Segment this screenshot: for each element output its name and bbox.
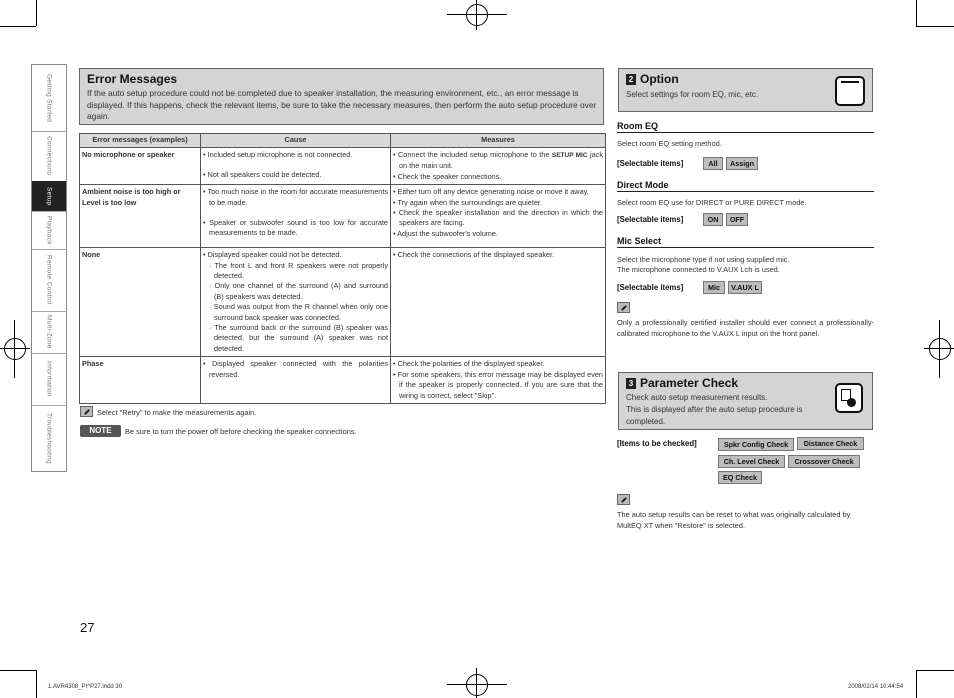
cause-item: • Not all speakers could be detected.	[203, 170, 322, 180]
cause-cell	[201, 185, 391, 248]
crop-mark	[939, 320, 940, 378]
body-text: The microphone connected to V.AUX Lch is used.	[617, 265, 780, 274]
check-chip-eq[interactable]: EQ Check	[718, 471, 762, 484]
crop-mark	[0, 348, 30, 349]
subsection-heading: Direct Mode	[617, 180, 874, 192]
measure-item: • Check the polarities of the displayed speaker.	[393, 359, 545, 369]
tip-text: Only a professionally certified installer should ever connect a professionally-calibrated microphone to the V.AUX L input on the front panel.	[617, 318, 874, 338]
tab-label: Troubleshooting	[45, 412, 53, 464]
cause-subitem: · The front L and front R speakers were not properly detected.	[209, 260, 388, 281]
measures-cell	[391, 185, 606, 248]
tab-setup[interactable]	[32, 181, 66, 212]
section-number: 3	[626, 378, 636, 389]
pencil-note-icon	[80, 406, 93, 417]
check-chip-spkr-config[interactable]: Spkr Config Check	[718, 438, 794, 451]
registration-mark	[929, 338, 951, 360]
pencil-note-icon	[617, 302, 630, 313]
tab-getting-started[interactable]	[32, 65, 66, 132]
crop-mark	[0, 670, 36, 671]
option-chip-all[interactable]: All	[703, 157, 723, 170]
jack-name: SETUP MIC	[551, 152, 588, 159]
section-description: Select settings for room EQ, mic, etc.	[626, 90, 759, 99]
table-row	[80, 357, 606, 404]
crop-mark	[916, 0, 917, 26]
crop-mark	[916, 670, 917, 698]
tab-label: Remote Control	[45, 255, 53, 305]
items-checked-label: [Items to be checked]	[617, 439, 697, 448]
measures-cell	[391, 248, 606, 357]
section-title: Option	[640, 72, 679, 86]
measure-item	[393, 150, 603, 172]
tab-label: Information	[45, 361, 53, 397]
error-message-cell: Phase	[80, 357, 201, 404]
table-row	[80, 248, 606, 357]
measure-item: • For some speakers, this error message may be displayed even if the speaker is properly connected. If you are sure that the wiring is correct, select "Skip".	[393, 369, 603, 400]
crop-mark	[476, 0, 477, 30]
cause-item: • Displayed speaker connected with the polarities reversed.	[203, 359, 388, 379]
parameter-check-icon	[835, 383, 863, 413]
cause-cell	[201, 357, 391, 404]
cause-item: • Included setup microphone is not connected.	[203, 150, 353, 159]
tip-text: Select "Retry" to make the measurements again.	[97, 408, 257, 417]
cause-subitem: · The surround back or the surround (B) speaker was detected, but the surround (A) speaker was not detected.	[209, 323, 388, 353]
crop-mark	[476, 668, 477, 698]
measure-item: • Check the speaker connections.	[393, 171, 502, 181]
crop-mark	[916, 26, 954, 27]
measure-item: • Check the connections of the displayed speaker.	[393, 250, 555, 260]
section-description: This is displayed after the auto setup procedure is completed.	[626, 405, 803, 426]
tip-text: The auto setup results can be reset to what was originally calculated by MultEQ XT when "Restore" is selected.	[617, 510, 851, 530]
option-icon	[835, 76, 865, 106]
tab-label: Multi-Zone	[45, 315, 53, 349]
registration-mark	[466, 4, 488, 26]
body-text: Select the microphone type if not using supplied mic.	[617, 255, 790, 264]
registration-mark	[466, 674, 488, 696]
note-badge: NOTE	[80, 425, 121, 437]
error-messages-box	[79, 68, 604, 125]
crop-mark	[0, 26, 36, 27]
tab-multi-zone[interactable]	[32, 311, 66, 354]
note-text: Be sure to turn the power off before checking the speaker connections.	[125, 427, 357, 436]
cause-subitem: · Only one channel of the surround (A) and surround (B) speakers was detected.	[209, 281, 388, 301]
subsection-heading: Room EQ	[617, 121, 874, 133]
page-number: 27	[80, 620, 95, 635]
crop-mark	[447, 684, 507, 685]
column-header: Error messages (examples)	[80, 134, 201, 148]
side-navigation	[31, 64, 67, 472]
section-title: Parameter Check	[640, 376, 739, 390]
error-message-cell: None	[80, 248, 201, 357]
measure-item: • Either turn off any device generating noise or move it away.	[393, 187, 589, 197]
measures-cell	[391, 357, 606, 404]
option-chip-assign[interactable]: Assign	[726, 157, 758, 170]
tab-label: Connections	[45, 136, 53, 176]
error-messages-table	[79, 133, 606, 404]
measure-text: • Connect the included setup microphone to the	[393, 150, 552, 159]
option-chip-vaux-l[interactable]: V.AUX L	[728, 281, 762, 294]
subsection-heading: Mic Select	[617, 236, 874, 248]
table-row	[80, 185, 606, 248]
table-header-row	[80, 134, 606, 148]
tab-troubleshooting[interactable]	[32, 405, 66, 471]
option-box	[618, 68, 873, 112]
crop-mark	[36, 670, 37, 698]
measure-text: jack on the main unit.	[399, 150, 603, 171]
cause-cell	[201, 148, 391, 185]
crop-mark	[447, 14, 507, 15]
cause-item: • Too much noise in the room for accurate measurements to be made.	[203, 187, 388, 207]
section-number: 2	[626, 74, 636, 85]
section-description: Check auto setup measurement results.	[626, 393, 768, 402]
parameter-check-box	[618, 372, 873, 430]
body-text: Select room EQ use for DIRECT or PURE DIRECT mode.	[617, 198, 807, 207]
tab-label: Getting Started	[45, 73, 53, 123]
tab-label: Setup	[45, 186, 53, 206]
cause-item: • Displayed speaker could not be detected.	[203, 250, 342, 260]
table-row	[80, 148, 606, 185]
crop-mark	[14, 320, 15, 378]
selectable-label: [Selectable items]	[617, 159, 684, 168]
option-chip-off[interactable]: OFF	[726, 213, 748, 226]
error-message-cell: No microphone or speaker	[80, 148, 201, 185]
tab-remote-control[interactable]	[32, 249, 66, 312]
column-header: Measures	[391, 134, 606, 148]
check-chip-distance[interactable]: Distance Check	[797, 437, 864, 450]
tab-connections[interactable]	[32, 131, 66, 182]
cause-subitem: · Sound was output from the R channel when only one surround back speaker was connected.	[209, 302, 388, 322]
measures-cell	[391, 148, 606, 185]
crop-mark	[36, 0, 37, 26]
option-chip-on[interactable]: ON	[703, 213, 723, 226]
measure-item: • Try again when the surroundings are quieter.	[393, 197, 542, 207]
tab-label: Playback	[45, 215, 53, 245]
section-description: If the auto setup procedure could not be completed due to speaker installation, the measuring environment, etc., an error message is displayed. If this happens, check the relevant items, be sure to take the necessary measures, then perform the auto setup procedure over again.	[87, 88, 597, 121]
body-text: Select room EQ setting method.	[617, 139, 722, 148]
footer-date: 2008/02/14 10:44:54	[848, 684, 904, 690]
section-title: Error Messages	[87, 72, 178, 86]
cause-cell	[201, 248, 391, 357]
option-chip-mic[interactable]: Mic	[703, 281, 725, 294]
crop-mark	[916, 670, 954, 671]
selectable-label: [Selectable items]	[617, 215, 684, 224]
check-chip-ch-level[interactable]: Ch. Level Check	[718, 455, 785, 468]
registration-mark	[4, 338, 26, 360]
measure-item: • Adjust the subwoofer's volume.	[393, 228, 498, 238]
error-message-cell: Ambient noise is too high or Level is too low	[80, 185, 201, 248]
tab-information[interactable]	[32, 353, 66, 406]
measure-item: • Check the speaker installation and the direction in which the speakers are facing.	[393, 208, 603, 228]
tab-playback[interactable]	[32, 211, 66, 250]
check-chip-crossover[interactable]: Crossover Check	[788, 455, 860, 468]
pencil-note-icon	[617, 494, 630, 505]
selectable-label: [Selectable items]	[617, 283, 684, 292]
footer-file-name: 1.AVR4308_PI^P27.indd 30	[48, 684, 123, 690]
column-header: Cause	[201, 134, 391, 148]
cause-item: • Speaker or subwoofer sound is too low for accurate measurements to be made.	[203, 218, 388, 238]
